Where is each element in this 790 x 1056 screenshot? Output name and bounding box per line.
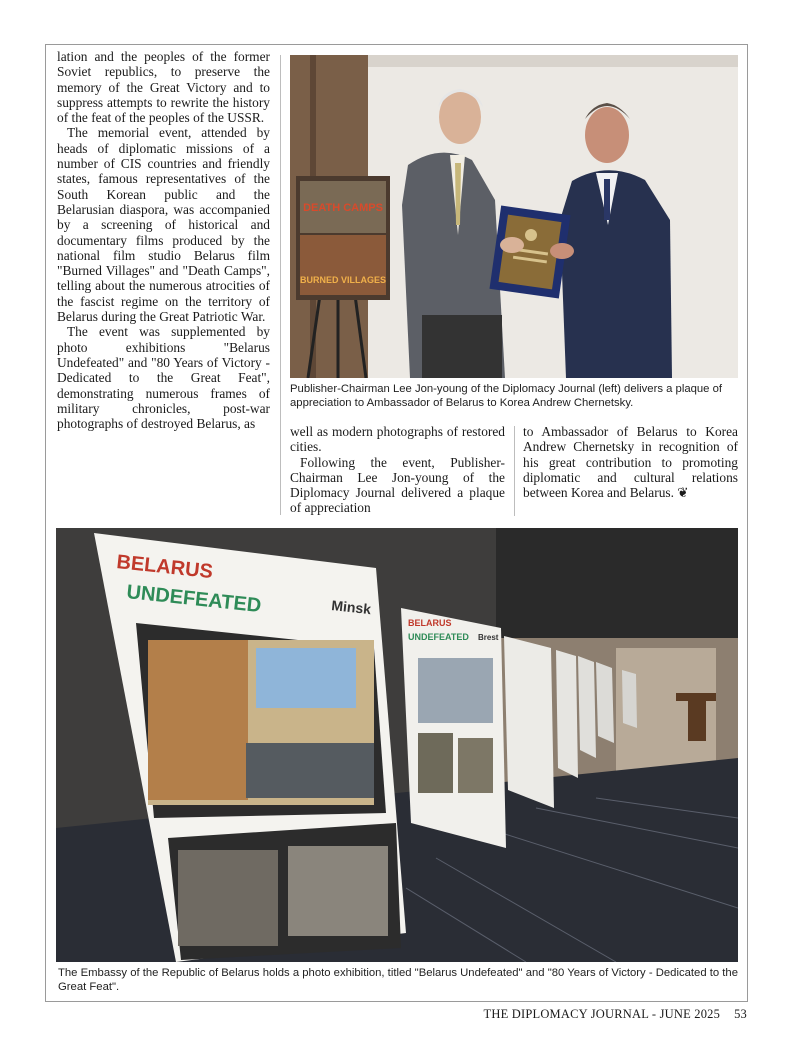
paragraph: The memorial event, attended by heads of diplomatic missions of a number of CIS countries and friendly states, famous representatives of the South Korean public and the Belarusian diaspora, was accompanied by a screening of historical and documentary films produced by the national film studio Belarus film "Burned Villages" and "Death Camps", telling about the numerous atrocities of the fascist regime on the territory of Belarus during the Great Patriotic War. bbox=[57, 125, 270, 325]
board-title-2: UNDEFEATED bbox=[125, 581, 263, 618]
poster-title-bottom: BURNED VILLAGES bbox=[299, 275, 387, 285]
paragraph: to Ambassador of Belarus to Korea Andrew Chernetsky in recognition of his great contribution to promoting diplomatic and cultural relations between Korea and Belarus. ❦ bbox=[523, 424, 738, 501]
board-title-1: BELARUS bbox=[115, 551, 214, 584]
page-footer bbox=[484, 1007, 747, 1022]
small-board-city: Brest bbox=[478, 633, 499, 642]
article-column-3 bbox=[523, 424, 738, 500]
small-board-title-2: UNDEFEATED bbox=[408, 632, 469, 642]
plaque-presentation-photo bbox=[290, 55, 738, 378]
paragraph: Following the event, Publisher-Chairman Lee Jon-young of the Diplomacy Journal delivered a plaque of appreciation bbox=[290, 454, 505, 516]
article-column-2 bbox=[290, 424, 505, 516]
article-column-1 bbox=[57, 49, 270, 431]
photo-caption-2: The Embassy of the Republic of Belarus holds a photo exhibition, titled "Belarus Undefeated" and "80 Years of Victory - Dedicated to the Great Feat". bbox=[58, 967, 739, 993]
paragraph: The event was supplemented by photo exhibitions "Belarus Undefeated" and "80 Years of Victory - Dedicated to the Great Feat", demonstrating numerous frames of military chronicles, post-war photographs of destroyed Belarus, as bbox=[57, 324, 270, 432]
page-number: 53 bbox=[734, 1007, 747, 1021]
paragraph: well as modern photographs of restored cities. bbox=[290, 424, 505, 455]
journal-footer: THE DIPLOMACY JOURNAL - JUNE 2025 bbox=[483, 1007, 721, 1021]
poster-title-top: DEATH CAMPS bbox=[303, 202, 383, 214]
small-board-title-1: BELARUS bbox=[408, 618, 452, 628]
photo-caption-1: Publisher-Chairman Lee Jon-young of the Diplomacy Journal (left) delivers a plaque of appreciation to Ambassador of Belarus to Korea Andrew Chernetsky. bbox=[290, 383, 723, 409]
column-rule bbox=[514, 426, 515, 516]
paragraph: lation and the peoples of the former Soviet republics, to preserve the memory of the Great Victory and to suppress attempts to rewrite the history of the feat of the peoples of the USSR. bbox=[57, 49, 270, 126]
exhibition-photo bbox=[56, 528, 738, 962]
exhibition-board bbox=[401, 608, 506, 848]
board-city: Minsk bbox=[330, 597, 372, 618]
column-rule bbox=[280, 55, 281, 515]
